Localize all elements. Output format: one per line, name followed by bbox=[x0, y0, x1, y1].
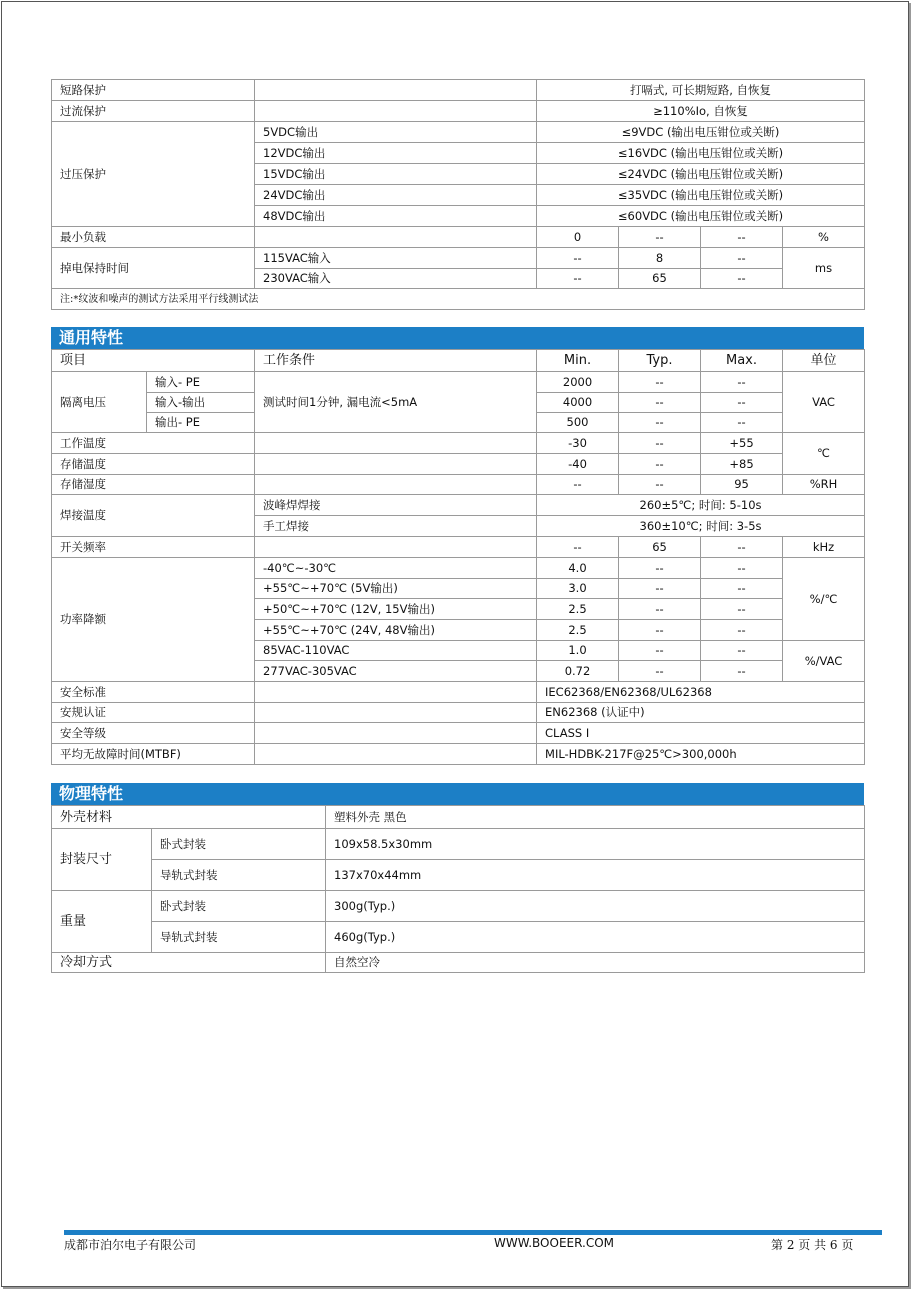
table-row bbox=[52, 806, 865, 829]
table-row bbox=[52, 372, 865, 393]
row-label: 短路保护 bbox=[52, 80, 255, 101]
max-value: +85 bbox=[701, 454, 783, 475]
table-row bbox=[52, 829, 865, 860]
row-label: 过压保护 bbox=[52, 122, 255, 227]
row-label: 安规认证 bbox=[52, 703, 255, 723]
unit-value: % bbox=[783, 227, 865, 248]
max-value: -- bbox=[701, 620, 783, 641]
table-note: 注:*纹波和噪声的测试方法采用平行线测试法 bbox=[52, 289, 865, 310]
row-value: 360±10℃; 时间: 3-5s bbox=[537, 516, 865, 537]
typ-value: 65 bbox=[619, 269, 701, 289]
table-row bbox=[52, 891, 865, 922]
row-label: 过流保护 bbox=[52, 101, 255, 122]
max-value: 95 bbox=[701, 475, 783, 495]
table-row bbox=[52, 101, 865, 122]
min-value: -30 bbox=[537, 433, 619, 454]
row-value: 109x58.5x30mm bbox=[326, 829, 865, 860]
row-sub: 导轨式封装 bbox=[152, 860, 326, 891]
max-value: -- bbox=[701, 248, 783, 269]
max-value: -- bbox=[701, 641, 783, 661]
section-title-physical: 物理特性 bbox=[51, 783, 864, 805]
max-value: -- bbox=[701, 372, 783, 393]
row-label: 隔离电压 bbox=[52, 372, 147, 433]
row-value: 自然空冷 bbox=[326, 953, 865, 973]
unit-value: VAC bbox=[783, 372, 865, 433]
row-value: 300g(Typ.) bbox=[326, 891, 865, 922]
header-max: Max. bbox=[701, 350, 783, 372]
row-sub: 输出- PE bbox=[147, 413, 255, 433]
row-cond: 85VAC-110VAC bbox=[255, 641, 537, 661]
min-value: -- bbox=[537, 537, 619, 558]
table-row bbox=[52, 922, 865, 953]
table-row bbox=[52, 122, 865, 143]
row-sub: 卧式封装 bbox=[152, 829, 326, 860]
unit-value: kHz bbox=[783, 537, 865, 558]
row-cond: 5VDC输出 bbox=[255, 122, 537, 143]
row-cond: 手工焊接 bbox=[255, 516, 537, 537]
section-title-general: 通用特性 bbox=[51, 327, 864, 349]
row-cond: 24VDC输出 bbox=[255, 185, 537, 206]
row-value: ≥110%Io, 自恢复 bbox=[537, 101, 865, 122]
row-cond: +55℃~+70℃ (24V, 48V输出) bbox=[255, 620, 537, 641]
max-value: -- bbox=[701, 558, 783, 579]
row-value: ≤60VDC (输出电压钳位或关断) bbox=[537, 206, 865, 227]
row-value: EN62368 (认证中) bbox=[537, 703, 865, 723]
typ-value: -- bbox=[619, 641, 701, 661]
header-unit: 单位 bbox=[783, 350, 865, 372]
row-sub: 导轨式封装 bbox=[152, 922, 326, 953]
row-value: ≤9VDC (输出电压钳位或关断) bbox=[537, 122, 865, 143]
row-cond: +50℃~+70℃ (12V, 15V输出) bbox=[255, 599, 537, 620]
min-value: 0.72 bbox=[537, 661, 619, 682]
row-cond: +55℃~+70℃ (5V输出) bbox=[255, 579, 537, 599]
min-value: 4.0 bbox=[537, 558, 619, 579]
table-row bbox=[52, 682, 865, 703]
table-row bbox=[52, 953, 865, 973]
unit-value: ℃ bbox=[783, 433, 865, 475]
min-value: -- bbox=[537, 248, 619, 269]
unit-value: %RH bbox=[783, 475, 865, 495]
min-value: -40 bbox=[537, 454, 619, 475]
row-value: 260±5℃; 时间: 5-10s bbox=[537, 495, 865, 516]
table-row bbox=[52, 495, 865, 516]
typ-value: -- bbox=[619, 433, 701, 454]
min-value: 4000 bbox=[537, 393, 619, 413]
max-value: -- bbox=[701, 413, 783, 433]
max-value: -- bbox=[701, 269, 783, 289]
typ-value: -- bbox=[619, 413, 701, 433]
header-typ: Typ. bbox=[619, 350, 701, 372]
row-label: 开关频率 bbox=[52, 537, 255, 558]
row-sub: 卧式封装 bbox=[152, 891, 326, 922]
min-value: 0 bbox=[537, 227, 619, 248]
max-value: -- bbox=[701, 537, 783, 558]
row-value: ≤35VDC (输出电压钳位或关断) bbox=[537, 185, 865, 206]
footer-bar bbox=[64, 1230, 882, 1235]
typ-value: -- bbox=[619, 579, 701, 599]
row-value: 塑料外壳 黑色 bbox=[326, 806, 865, 829]
row-cond: 277VAC-305VAC bbox=[255, 661, 537, 682]
table-row bbox=[52, 703, 865, 723]
row-cond: 230VAC输入 bbox=[255, 269, 537, 289]
row-label: 外壳材料 bbox=[52, 806, 326, 829]
row-sub: 输入-输出 bbox=[147, 393, 255, 413]
table-row bbox=[52, 860, 865, 891]
row-sub: 输入- PE bbox=[147, 372, 255, 393]
row-value: CLASS I bbox=[537, 723, 865, 744]
row-value: ≤16VDC (输出电压钳位或关断) bbox=[537, 143, 865, 164]
typ-value: 65 bbox=[619, 537, 701, 558]
footer-company: 成都市泊尔电子有限公司 bbox=[64, 1238, 197, 1252]
table-row bbox=[52, 537, 865, 558]
row-value: 打嗝式, 可长期短路, 自恢复 bbox=[537, 80, 865, 101]
min-value: 1.0 bbox=[537, 641, 619, 661]
unit-value: %/VAC bbox=[783, 641, 865, 682]
typ-value: -- bbox=[619, 227, 701, 248]
typ-value: -- bbox=[619, 558, 701, 579]
typ-value: -- bbox=[619, 599, 701, 620]
table-row bbox=[52, 248, 865, 269]
row-cond: 48VDC输出 bbox=[255, 206, 537, 227]
row-label: 重量 bbox=[52, 891, 152, 953]
max-value: +55 bbox=[701, 433, 783, 454]
row-cond: 115VAC输入 bbox=[255, 248, 537, 269]
row-label: 封装尺寸 bbox=[52, 829, 152, 891]
table-row bbox=[52, 723, 865, 744]
table-row bbox=[52, 475, 865, 495]
table-row bbox=[52, 80, 865, 101]
row-label: 工作温度 bbox=[52, 433, 255, 454]
table-row bbox=[52, 227, 865, 248]
header-cond: 工作条件 bbox=[255, 350, 537, 372]
row-value: 460g(Typ.) bbox=[326, 922, 865, 953]
row-label: 存储温度 bbox=[52, 454, 255, 475]
row-label: 功率降额 bbox=[52, 558, 255, 682]
physical-table bbox=[51, 805, 865, 973]
row-value: ≤24VDC (输出电压钳位或关断) bbox=[537, 164, 865, 185]
min-value: 2000 bbox=[537, 372, 619, 393]
typ-value: -- bbox=[619, 661, 701, 682]
typ-value: -- bbox=[619, 475, 701, 495]
row-cond: 12VDC输出 bbox=[255, 143, 537, 164]
header-item: 项目 bbox=[52, 350, 255, 372]
row-label: 安全等级 bbox=[52, 723, 255, 744]
row-label: 焊接温度 bbox=[52, 495, 255, 537]
typ-value: -- bbox=[619, 372, 701, 393]
table-row bbox=[52, 454, 865, 475]
unit-value: %/℃ bbox=[783, 558, 865, 641]
footer-website: WWW.BOOEER.COM bbox=[494, 1236, 615, 1250]
min-value: -- bbox=[537, 475, 619, 495]
min-value: 2.5 bbox=[537, 599, 619, 620]
typ-value: -- bbox=[619, 454, 701, 475]
table-row bbox=[52, 289, 865, 310]
min-value: 2.5 bbox=[537, 620, 619, 641]
row-label: 冷却方式 bbox=[52, 953, 326, 973]
protection-table bbox=[51, 79, 865, 310]
min-value: 3.0 bbox=[537, 579, 619, 599]
header-min: Min. bbox=[537, 350, 619, 372]
min-value: 500 bbox=[537, 413, 619, 433]
row-cond: 测试时间1分钟, 漏电流<5mA bbox=[255, 372, 537, 433]
max-value: -- bbox=[701, 393, 783, 413]
row-cond: -40℃~-30℃ bbox=[255, 558, 537, 579]
max-value: -- bbox=[701, 579, 783, 599]
footer-page-number: 第 2 页 共 6 页 bbox=[771, 1238, 854, 1252]
row-label: 安全标准 bbox=[52, 682, 255, 703]
row-label: 平均无故障时间(MTBF) bbox=[52, 744, 255, 765]
max-value: -- bbox=[701, 599, 783, 620]
unit-value: ms bbox=[783, 248, 865, 289]
row-value: 137x70x44mm bbox=[326, 860, 865, 891]
row-cond: 波峰焊焊接 bbox=[255, 495, 537, 516]
table-row bbox=[52, 744, 865, 765]
row-value: MIL-HDBK-217F@25℃>300,000h bbox=[537, 744, 865, 765]
typ-value: -- bbox=[619, 620, 701, 641]
min-value: -- bbox=[537, 269, 619, 289]
row-label: 存储湿度 bbox=[52, 475, 255, 495]
row-value: IEC62368/EN62368/UL62368 bbox=[537, 682, 865, 703]
typ-value: 8 bbox=[619, 248, 701, 269]
table-header-row bbox=[52, 350, 865, 372]
table-row bbox=[52, 558, 865, 579]
row-label: 掉电保持时间 bbox=[52, 248, 255, 289]
max-value: -- bbox=[701, 661, 783, 682]
row-cond: 15VDC输出 bbox=[255, 164, 537, 185]
table-row bbox=[52, 433, 865, 454]
max-value: -- bbox=[701, 227, 783, 248]
row-label: 最小负载 bbox=[52, 227, 255, 248]
typ-value: -- bbox=[619, 393, 701, 413]
general-table bbox=[51, 349, 865, 765]
